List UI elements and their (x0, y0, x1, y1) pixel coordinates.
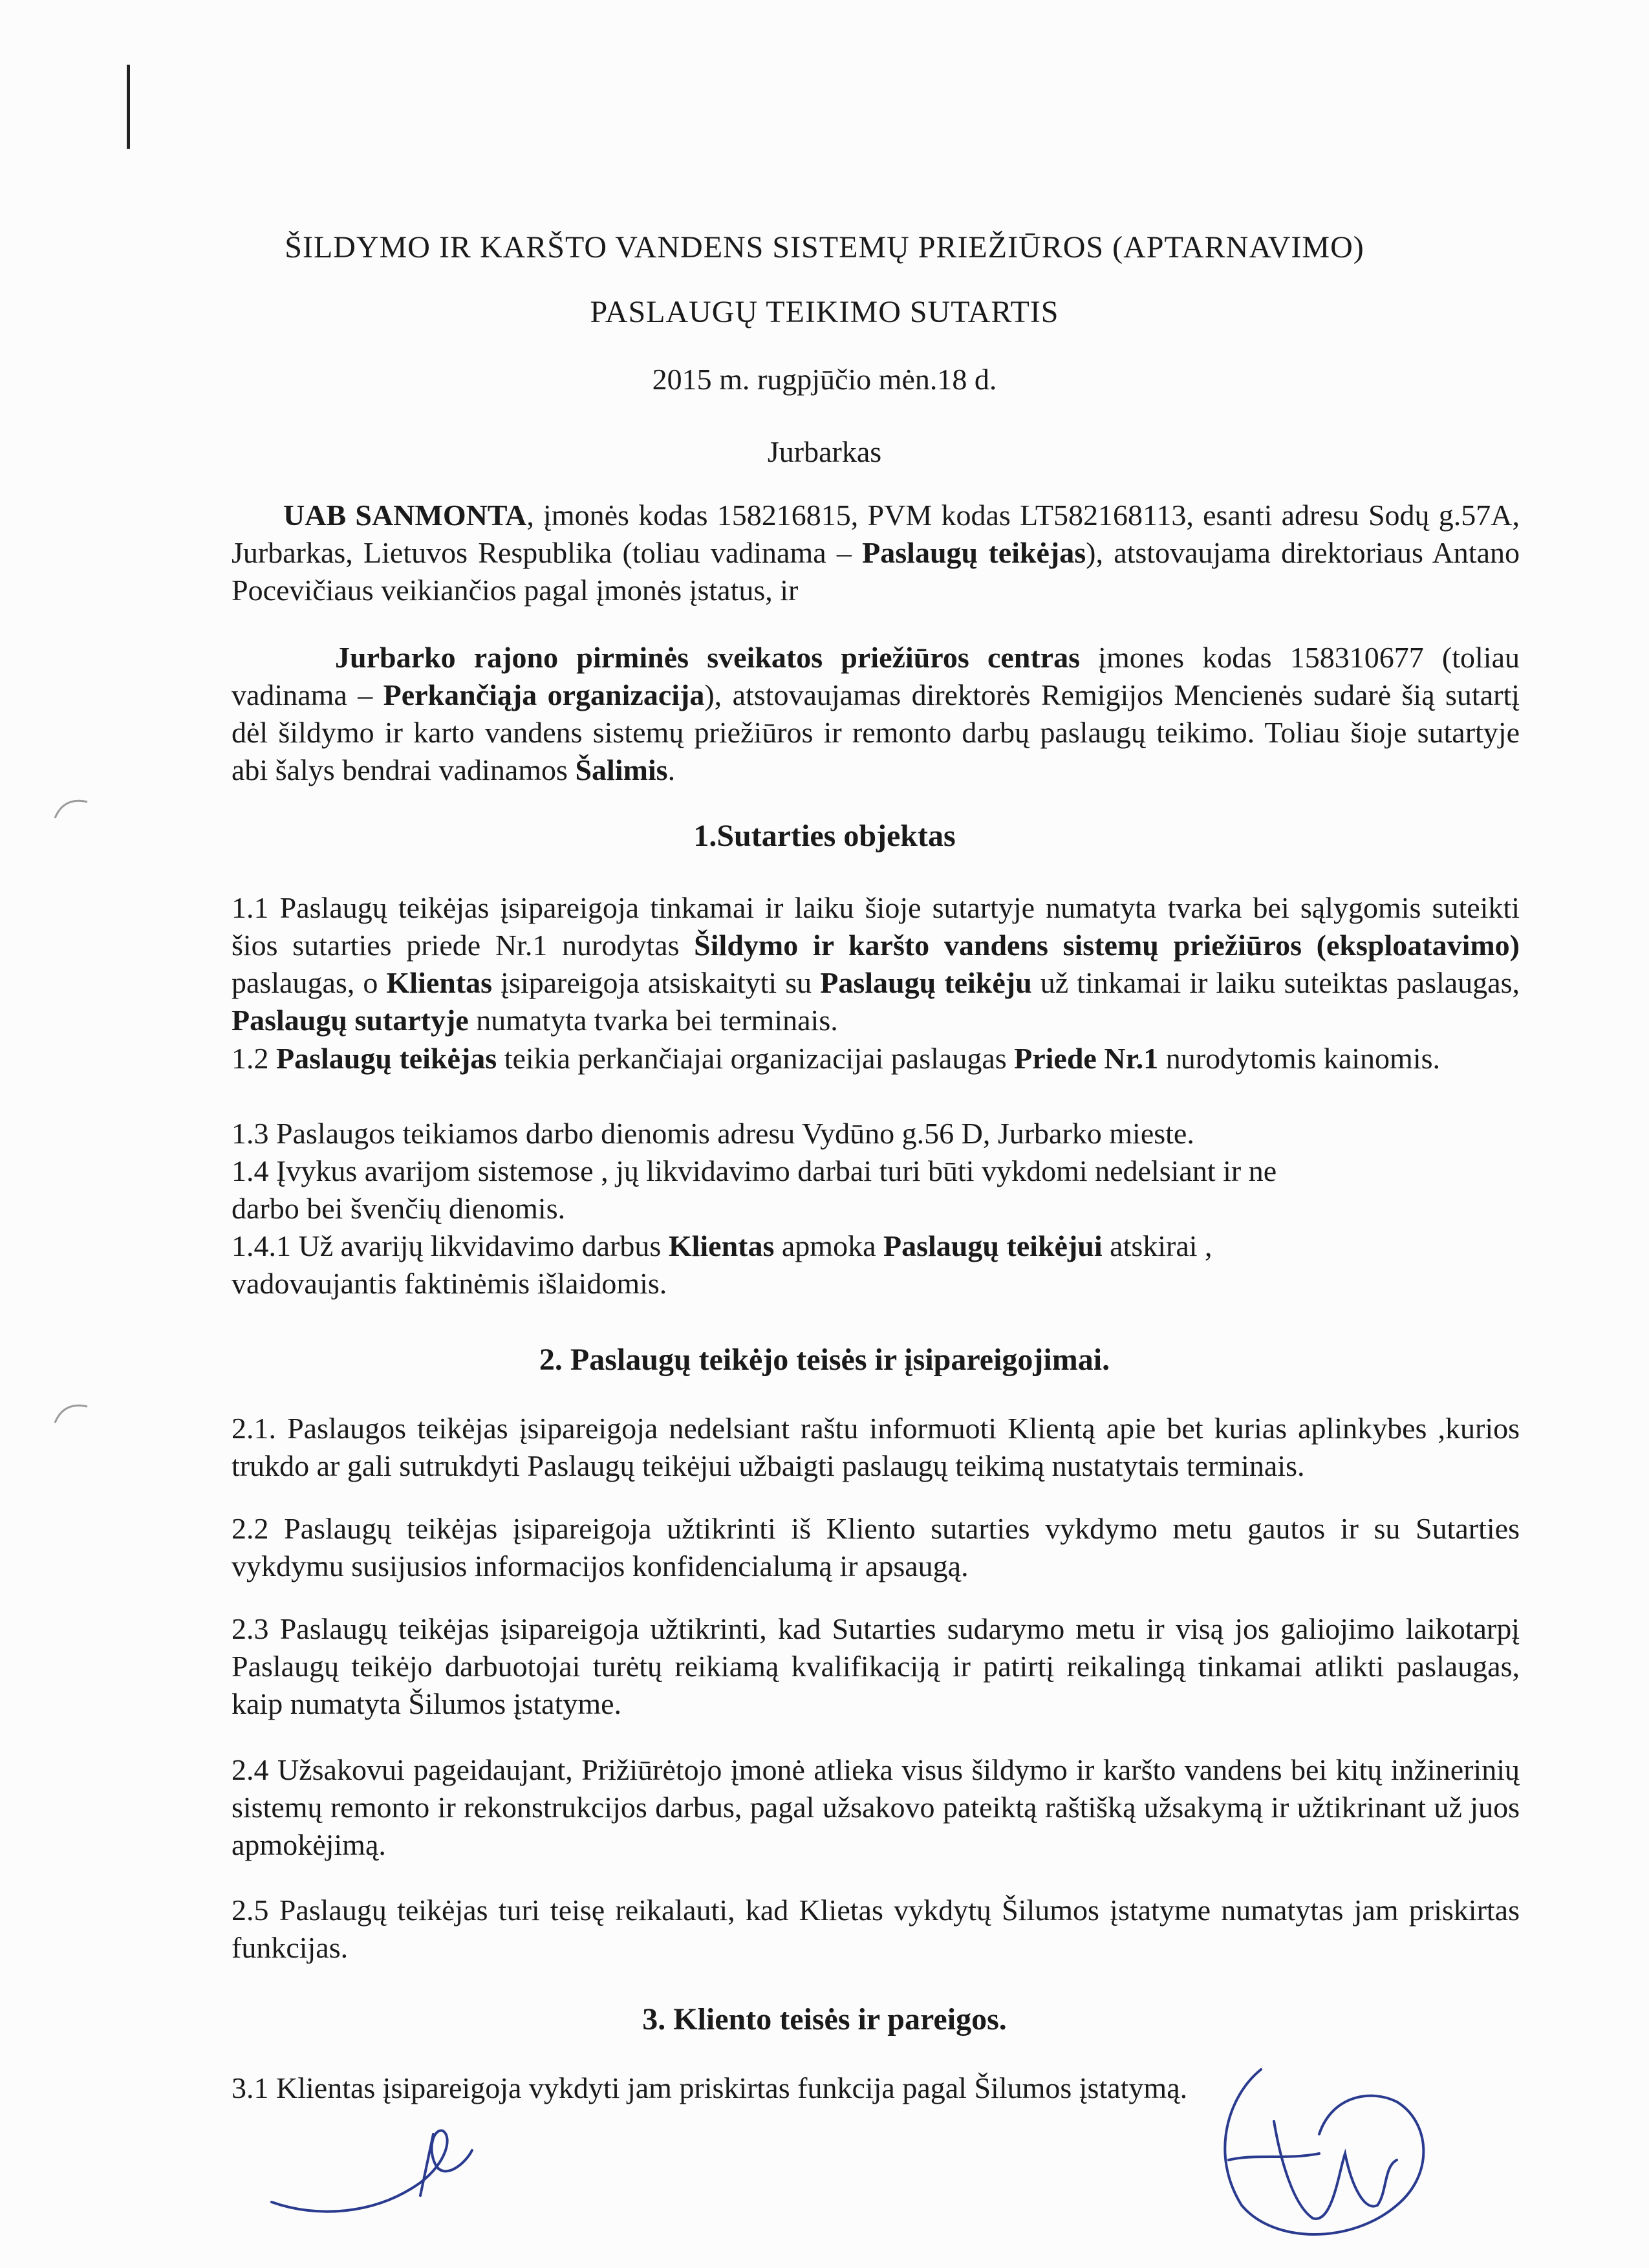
intro-paragraph-2: Jurbarko rajono pirminės sveikatos priežiūros centras įmones kodas 158310677 (toliau vadinama – Perkančiąja organizacija), atstovaujamas direktorės Remigijos Mencienės sudarė šią sutartį dėl šildymo ir karto vandens sistemų priežiūros ir remonto darbų paslaugų teikimo. Toliau šioje sutartyje abi šalys bendrai vadinamos Šalimis. (232, 641, 1520, 786)
document-title-line2: PASLAUGŲ TEIKIMO SUTARTIS (590, 295, 1059, 329)
document-place: Jurbarkas (767, 435, 882, 468)
clause-2-3: 2.3 Paslaugų teikėjas įsipareigoja užtikrinti, kad Sutarties sudarymo metu ir visą jos galiojimo laikotarpį Paslaugų teikėjo darbuotojai turėtų reikiamą kvalifikaciją ir patirtį reikalingą tinkamai atlikti paslaugas, kaip numatyta Šilumos įstatyme. (232, 1612, 1520, 1720)
clause-2-1: 2.1. Paslaugos teikėjas įsipareigoja nedelsiant raštu informuoti Klientą apie bet kurias aplinkybes ,kurios trukdo ar gali sutrukdyti Paslaugų teikėjui užbaigti paslaugų teikimą nustatytais terminais. (232, 1412, 1520, 1482)
margin-mark (127, 65, 130, 149)
corner-mark-lower (52, 1400, 91, 1426)
clause-1-4-1-line1: 1.4.1 Už avarijų likvidavimo darbus Klientas apmoka Paslaugų teikėjui atskirai , (232, 1229, 1212, 1262)
clause-3-1: 3.1 Klientas įsipareigoja vykdyti jam priskirtas funkcija pagal Šilumos įstatymą. (232, 2071, 1188, 2104)
clause-1-2: 1.2 Paslaugų teikėjas teikia perkančiajai organizacijai paslaugas Priede Nr.1 nurodytomis kainomis. (232, 1042, 1441, 1075)
clause-2-4: 2.4 Užsakovui pageidaujant, Prižiūrėtojo įmonė atlieka visus šildymo ir karšto vandens bei kitų inžinerinių sistemų remonto ir rekonstrukcijos darbus, pagal užsakovo pateiktą raštišką užsakymą ir užtikrinant už juos apmokėjimą. (232, 1753, 1520, 1861)
corner-mark-upper (52, 795, 91, 821)
intro-paragraph-1: UAB SANMONTA, įmonės kodas 158216815, PVM kodas LT582168113, esanti adresu Sodų g.57A, Jurbarkas, Lietuvos Respublika (toliau vadinama – Paslaugų teikėjas), atstovaujama direktoriaus Antano Pocevičiaus veikiančios pagal įmonės įstatus, ir (232, 499, 1520, 607)
company-name: UAB SANMONTA (283, 499, 527, 532)
clause-2-2: 2.2 Paslaugų teikėjas įsipareigoja užtikrinti iš Kliento sutarties vykdymo metu gautos ir su Sutarties vykdymu susijusios informacijos konfidencialumą ir apsaugą. (232, 1512, 1520, 1582)
section-1-heading: 1.Sutarties objektas (693, 819, 956, 853)
clause-1-4-1-line2: vadovaujantis faktinėmis išlaidomis. (232, 1267, 667, 1300)
document-title-line1: ŠILDYMO IR KARŠTO VANDENS SISTEMŲ PRIEŽIŪROS (APTARNAVIMO) (285, 230, 1364, 265)
clause-1-4-line1: 1.4 Įvykus avarijom sistemose , jų likvidavimo darbai turi būti vykdomi nedelsiant ir ne (232, 1154, 1277, 1187)
clause-1-1: 1.1 Paslaugų teikėjas įsipareigoja tinkamai ir laiku šioje sutartyje numatyta tvarka bei sąlygomis suteikti šios sutarties priede Nr.1 nurodytas Šildymo ir karšto vandens sistemų priežiūros (eksploatavimo) paslaugas, o Klientas įsipareigoja atsiskaityti su Paslaugų teikėju už tinkamai ir laiku suteiktas paslaugas, Paslaugų sutartyje numatyta tvarka bei terminais. (232, 891, 1520, 1037)
clause-1-4-line2: darbo bei švenčių dienomis. (232, 1192, 566, 1225)
organization-name: Jurbarko rajono pirminės sveikatos priežiūros centras (335, 641, 1080, 674)
clause-2-5: 2.5 Paslaugų teikėjas turi teisę reikalauti, kad Klietas vykdytų Šilumos įstatyme numatytas jam priskirtas funkcijas. (232, 1894, 1520, 1964)
right-signature (1203, 2057, 1461, 2251)
clause-1-3: 1.3 Paslaugos teikiamos darbo dienomis adresu Vydūno g.56 D, Jurbarko mieste. (232, 1117, 1194, 1150)
document-date: 2015 m. rugpjūčio mėn.18 d. (652, 363, 997, 396)
section-2-heading: 2. Paslaugų teikėjo teisės ir įsipareigojimai. (539, 1343, 1110, 1377)
left-signature (259, 2105, 530, 2234)
section-3-heading: 3. Kliento teisės ir pareigos. (642, 2002, 1007, 2036)
